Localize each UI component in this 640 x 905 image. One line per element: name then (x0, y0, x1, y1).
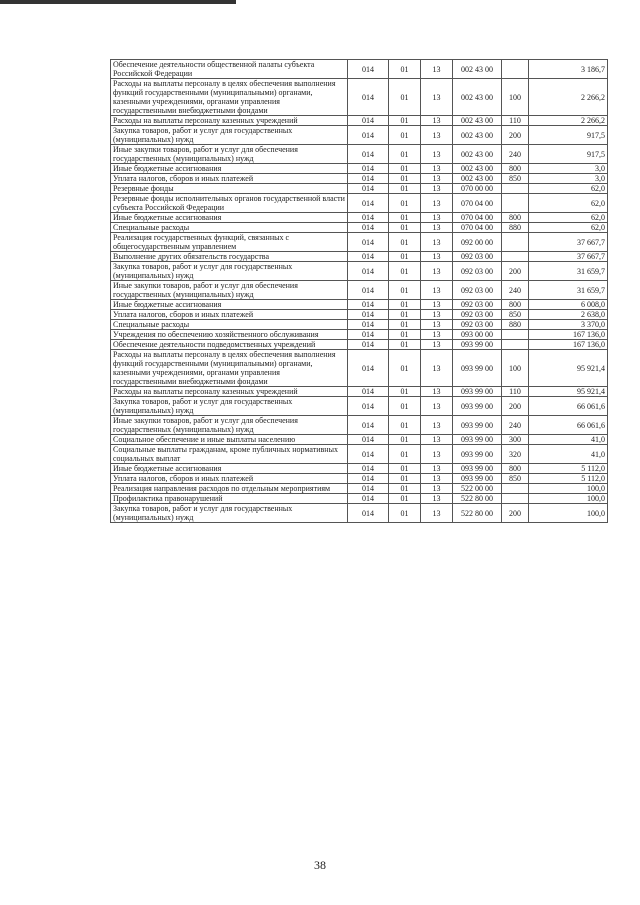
table-row (111, 464, 608, 474)
target-item-code-cell: 002 43 00 (453, 116, 502, 126)
page-number: 38 (314, 858, 326, 872)
amount-cell: 95 921,4 (529, 387, 608, 397)
ved-code-cell: 014 (348, 184, 389, 194)
amount-cell: 41,0 (529, 435, 608, 445)
table-row (111, 174, 608, 184)
subsection-code-cell: 13 (421, 484, 453, 494)
target-item-code-cell: 002 43 00 (453, 174, 502, 184)
target-item-code-cell: 522 80 00 (453, 494, 502, 504)
row-name-cell: Закупка товаров, работ и услуг для государственных (муниципальных) нужд (111, 504, 348, 523)
subsection-code-cell: 13 (421, 320, 453, 330)
section-code-cell: 01 (389, 340, 421, 350)
row-name-cell: Резервные фонды (111, 184, 348, 194)
table-row (111, 164, 608, 174)
target-item-code-cell: 092 03 00 (453, 252, 502, 262)
row-name-cell: Обеспечение деятельности подведомственных учреждений (111, 340, 348, 350)
amount-cell: 37 667,7 (529, 252, 608, 262)
expense-type-code-cell: 110 (502, 387, 529, 397)
amount-cell: 100,0 (529, 494, 608, 504)
subsection-code-cell: 13 (421, 300, 453, 310)
amount-cell: 95 921,4 (529, 350, 608, 387)
subsection-code-cell: 13 (421, 223, 453, 233)
table-row (111, 474, 608, 484)
expense-type-code-cell: 850 (502, 474, 529, 484)
budget-table (110, 59, 608, 523)
expense-type-code-cell: 240 (502, 416, 529, 435)
amount-cell: 100,0 (529, 504, 608, 523)
subsection-code-cell: 13 (421, 350, 453, 387)
expense-type-code-cell: 300 (502, 435, 529, 445)
amount-cell: 2 638,0 (529, 310, 608, 320)
expense-type-code-cell: 800 (502, 164, 529, 174)
table-row (111, 330, 608, 340)
row-name-cell: Иные бюджетные ассигнования (111, 213, 348, 223)
ved-code-cell: 014 (348, 320, 389, 330)
table-row (111, 445, 608, 464)
row-name-cell: Реализация государственных функций, связанных с общегосударственным управлением (111, 233, 348, 252)
subsection-code-cell: 13 (421, 281, 453, 300)
ved-code-cell: 014 (348, 281, 389, 300)
row-name-cell: Расходы на выплаты персоналу казенных учреждений (111, 116, 348, 126)
table-row (111, 310, 608, 320)
section-code-cell: 01 (389, 416, 421, 435)
section-code-cell: 01 (389, 300, 421, 310)
amount-cell: 3 370,0 (529, 320, 608, 330)
subsection-code-cell: 13 (421, 116, 453, 126)
row-name-cell: Реализация направления расходов по отдельным мероприятиям (111, 484, 348, 494)
row-name-cell: Иные бюджетные ассигнования (111, 464, 348, 474)
expense-type-code-cell (502, 233, 529, 252)
expense-type-code-cell: 200 (502, 397, 529, 416)
amount-cell: 37 667,7 (529, 233, 608, 252)
amount-cell: 62,0 (529, 184, 608, 194)
target-item-code-cell: 522 00 00 (453, 484, 502, 494)
table-row (111, 223, 608, 233)
subsection-code-cell: 13 (421, 194, 453, 213)
target-item-code-cell: 070 04 00 (453, 194, 502, 213)
amount-cell: 3 186,7 (529, 60, 608, 79)
row-name-cell: Иные закупки товаров, работ и услуг для обеспечения государственных (муниципальных) нужд (111, 145, 348, 164)
row-name-cell: Иные бюджетные ассигнования (111, 164, 348, 174)
subsection-code-cell: 13 (421, 474, 453, 484)
target-item-code-cell: 093 00 00 (453, 330, 502, 340)
row-name-cell: Резервные фонды исполнительных органов государственной власти субъекта Российской Федерации (111, 194, 348, 213)
table-row (111, 252, 608, 262)
row-name-cell: Социальное обеспечение и иные выплаты населению (111, 435, 348, 445)
target-item-code-cell: 093 99 00 (453, 387, 502, 397)
ved-code-cell: 014 (348, 416, 389, 435)
expense-type-code-cell: 200 (502, 126, 529, 145)
row-name-cell: Уплата налогов, сборов и иных платежей (111, 310, 348, 320)
amount-cell: 31 659,7 (529, 281, 608, 300)
ved-code-cell: 014 (348, 126, 389, 145)
target-item-code-cell: 002 43 00 (453, 145, 502, 164)
target-item-code-cell: 093 99 00 (453, 350, 502, 387)
section-code-cell: 01 (389, 445, 421, 464)
expense-type-code-cell: 240 (502, 281, 529, 300)
section-code-cell: 01 (389, 350, 421, 387)
expense-type-code-cell: 850 (502, 310, 529, 320)
ved-code-cell: 014 (348, 164, 389, 174)
target-item-code-cell: 093 99 00 (453, 464, 502, 474)
ved-code-cell: 014 (348, 233, 389, 252)
subsection-code-cell: 13 (421, 494, 453, 504)
subsection-code-cell: 13 (421, 435, 453, 445)
amount-cell: 6 008,0 (529, 300, 608, 310)
section-code-cell: 01 (389, 504, 421, 523)
subsection-code-cell: 13 (421, 397, 453, 416)
target-item-code-cell: 093 99 00 (453, 340, 502, 350)
ved-code-cell: 014 (348, 484, 389, 494)
expense-type-code-cell (502, 340, 529, 350)
target-item-code-cell: 002 43 00 (453, 60, 502, 79)
subsection-code-cell: 13 (421, 340, 453, 350)
subsection-code-cell: 13 (421, 262, 453, 281)
table-row (111, 435, 608, 445)
section-code-cell: 01 (389, 223, 421, 233)
ved-code-cell: 014 (348, 494, 389, 504)
budget-table-body (111, 60, 608, 523)
section-code-cell: 01 (389, 281, 421, 300)
section-code-cell: 01 (389, 116, 421, 126)
table-row (111, 116, 608, 126)
amount-cell: 3,0 (529, 164, 608, 174)
expense-type-code-cell: 200 (502, 262, 529, 281)
row-name-cell: Расходы на выплаты персоналу казенных учреждений (111, 387, 348, 397)
subsection-code-cell: 13 (421, 504, 453, 523)
table-row (111, 350, 608, 387)
section-code-cell: 01 (389, 474, 421, 484)
row-name-cell: Иные закупки товаров, работ и услуг для обеспечения государственных (муниципальных) нужд (111, 416, 348, 435)
expense-type-code-cell (502, 484, 529, 494)
ved-code-cell: 014 (348, 60, 389, 79)
ved-code-cell: 014 (348, 504, 389, 523)
expense-type-code-cell (502, 184, 529, 194)
row-name-cell: Уплата налогов, сборов и иных платежей (111, 474, 348, 484)
table-row (111, 79, 608, 116)
expense-type-code-cell (502, 194, 529, 213)
target-item-code-cell: 092 03 00 (453, 281, 502, 300)
target-item-code-cell: 002 43 00 (453, 126, 502, 145)
row-name-cell: Специальные расходы (111, 320, 348, 330)
subsection-code-cell: 13 (421, 213, 453, 223)
subsection-code-cell: 13 (421, 184, 453, 194)
target-item-code-cell: 092 00 00 (453, 233, 502, 252)
section-code-cell: 01 (389, 464, 421, 474)
section-code-cell: 01 (389, 494, 421, 504)
table-row (111, 233, 608, 252)
target-item-code-cell: 093 99 00 (453, 474, 502, 484)
table-row (111, 262, 608, 281)
table-row (111, 397, 608, 416)
target-item-code-cell: 092 03 00 (453, 310, 502, 320)
ved-code-cell: 014 (348, 310, 389, 320)
table-row (111, 340, 608, 350)
subsection-code-cell: 13 (421, 464, 453, 474)
amount-cell: 62,0 (529, 194, 608, 213)
target-item-code-cell: 070 04 00 (453, 223, 502, 233)
row-name-cell: Социальные выплаты гражданам, кроме публичных нормативных социальных выплат (111, 445, 348, 464)
subsection-code-cell: 13 (421, 252, 453, 262)
subsection-code-cell: 13 (421, 387, 453, 397)
table-row (111, 126, 608, 145)
row-name-cell: Выполнение других обязательств государства (111, 252, 348, 262)
ved-code-cell: 014 (348, 262, 389, 281)
ved-code-cell: 014 (348, 213, 389, 223)
expense-type-code-cell: 800 (502, 213, 529, 223)
ved-code-cell: 014 (348, 340, 389, 350)
amount-cell: 5 112,0 (529, 464, 608, 474)
row-name-cell: Обеспечение деятельности общественной палаты субъекта Российской Федерации (111, 60, 348, 79)
target-item-code-cell: 093 99 00 (453, 435, 502, 445)
amount-cell: 917,5 (529, 126, 608, 145)
ved-code-cell: 014 (348, 445, 389, 464)
section-code-cell: 01 (389, 330, 421, 340)
target-item-code-cell: 092 03 00 (453, 300, 502, 310)
table-row (111, 494, 608, 504)
subsection-code-cell: 13 (421, 126, 453, 145)
target-item-code-cell: 070 00 00 (453, 184, 502, 194)
header-rule (0, 0, 236, 4)
target-item-code-cell: 092 03 00 (453, 320, 502, 330)
target-item-code-cell: 093 99 00 (453, 397, 502, 416)
subsection-code-cell: 13 (421, 233, 453, 252)
section-code-cell: 01 (389, 484, 421, 494)
amount-cell: 917,5 (529, 145, 608, 164)
table-row (111, 281, 608, 300)
section-code-cell: 01 (389, 320, 421, 330)
ved-code-cell: 014 (348, 223, 389, 233)
target-item-code-cell: 070 04 00 (453, 213, 502, 223)
subsection-code-cell: 13 (421, 330, 453, 340)
table-row (111, 213, 608, 223)
expense-type-code-cell: 880 (502, 223, 529, 233)
target-item-code-cell: 093 99 00 (453, 416, 502, 435)
row-name-cell: Закупка товаров, работ и услуг для государственных (муниципальных) нужд (111, 126, 348, 145)
ved-code-cell: 014 (348, 252, 389, 262)
row-name-cell: Расходы на выплаты персоналу в целях обеспечения выполнения функций государственными (муниципальными) органами, казенными учреждениями, органами управления государственными внебюджетными фондами (111, 350, 348, 387)
row-name-cell: Уплата налогов, сборов и иных платежей (111, 174, 348, 184)
target-item-code-cell: 522 80 00 (453, 504, 502, 523)
subsection-code-cell: 13 (421, 145, 453, 164)
table-row (111, 60, 608, 79)
section-code-cell: 01 (389, 310, 421, 320)
section-code-cell: 01 (389, 126, 421, 145)
table-row (111, 300, 608, 310)
ved-code-cell: 014 (348, 330, 389, 340)
subsection-code-cell: 13 (421, 310, 453, 320)
section-code-cell: 01 (389, 174, 421, 184)
amount-cell: 41,0 (529, 445, 608, 464)
section-code-cell: 01 (389, 184, 421, 194)
row-name-cell: Специальные расходы (111, 223, 348, 233)
table-row (111, 194, 608, 213)
expense-type-code-cell (502, 60, 529, 79)
amount-cell: 100,0 (529, 484, 608, 494)
row-name-cell: Закупка товаров, работ и услуг для государственных (муниципальных) нужд (111, 397, 348, 416)
subsection-code-cell: 13 (421, 79, 453, 116)
subsection-code-cell: 13 (421, 174, 453, 184)
table-row (111, 484, 608, 494)
expense-type-code-cell: 850 (502, 174, 529, 184)
section-code-cell: 01 (389, 397, 421, 416)
table-row (111, 504, 608, 523)
expense-type-code-cell: 100 (502, 79, 529, 116)
ved-code-cell: 014 (348, 464, 389, 474)
expense-type-code-cell: 200 (502, 504, 529, 523)
expense-type-code-cell (502, 330, 529, 340)
section-code-cell: 01 (389, 387, 421, 397)
ved-code-cell: 014 (348, 350, 389, 387)
table-row (111, 145, 608, 164)
target-item-code-cell: 002 43 00 (453, 79, 502, 116)
ved-code-cell: 014 (348, 474, 389, 484)
target-item-code-cell: 092 03 00 (453, 262, 502, 281)
row-name-cell: Иные закупки товаров, работ и услуг для обеспечения государственных (муниципальных) нужд (111, 281, 348, 300)
amount-cell: 66 061,6 (529, 416, 608, 435)
section-code-cell: 01 (389, 60, 421, 79)
section-code-cell: 01 (389, 145, 421, 164)
section-code-cell: 01 (389, 213, 421, 223)
expense-type-code-cell: 110 (502, 116, 529, 126)
section-code-cell: 01 (389, 262, 421, 281)
subsection-code-cell: 13 (421, 445, 453, 464)
table-row (111, 387, 608, 397)
section-code-cell: 01 (389, 252, 421, 262)
amount-cell: 66 061,6 (529, 397, 608, 416)
section-code-cell: 01 (389, 194, 421, 213)
section-code-cell: 01 (389, 435, 421, 445)
table-row (111, 320, 608, 330)
expense-type-code-cell: 240 (502, 145, 529, 164)
ved-code-cell: 014 (348, 194, 389, 213)
expense-type-code-cell: 800 (502, 464, 529, 474)
amount-cell: 62,0 (529, 213, 608, 223)
table-row (111, 184, 608, 194)
ved-code-cell: 014 (348, 397, 389, 416)
row-name-cell: Закупка товаров, работ и услуг для государственных (муниципальных) нужд (111, 262, 348, 281)
expense-type-code-cell: 800 (502, 300, 529, 310)
section-code-cell: 01 (389, 233, 421, 252)
section-code-cell: 01 (389, 79, 421, 116)
subsection-code-cell: 13 (421, 164, 453, 174)
section-code-cell: 01 (389, 164, 421, 174)
row-name-cell: Профилактика правонарушений (111, 494, 348, 504)
expense-type-code-cell (502, 494, 529, 504)
amount-cell: 2 266,2 (529, 79, 608, 116)
amount-cell: 2 266,2 (529, 116, 608, 126)
ved-code-cell: 014 (348, 145, 389, 164)
ved-code-cell: 014 (348, 116, 389, 126)
expense-type-code-cell: 320 (502, 445, 529, 464)
table-row (111, 416, 608, 435)
target-item-code-cell: 002 43 00 (453, 164, 502, 174)
amount-cell: 5 112,0 (529, 474, 608, 484)
subsection-code-cell: 13 (421, 60, 453, 79)
ved-code-cell: 014 (348, 435, 389, 445)
amount-cell: 167 136,0 (529, 340, 608, 350)
ved-code-cell: 014 (348, 79, 389, 116)
amount-cell: 62,0 (529, 223, 608, 233)
row-name-cell: Расходы на выплаты персоналу в целях обеспечения выполнения функций государственными (муниципальными) органами, казенными учреждениями, органами управления государственными внебюджетными фондами (111, 79, 348, 116)
amount-cell: 3,0 (529, 174, 608, 184)
expense-type-code-cell: 880 (502, 320, 529, 330)
expense-type-code-cell: 100 (502, 350, 529, 387)
ved-code-cell: 014 (348, 387, 389, 397)
amount-cell: 31 659,7 (529, 262, 608, 281)
target-item-code-cell: 093 99 00 (453, 445, 502, 464)
ved-code-cell: 014 (348, 300, 389, 310)
row-name-cell: Учреждения по обеспечению хозяйственного обслуживания (111, 330, 348, 340)
ved-code-cell: 014 (348, 174, 389, 184)
row-name-cell: Иные бюджетные ассигнования (111, 300, 348, 310)
subsection-code-cell: 13 (421, 416, 453, 435)
amount-cell: 167 136,0 (529, 330, 608, 340)
expense-type-code-cell (502, 252, 529, 262)
